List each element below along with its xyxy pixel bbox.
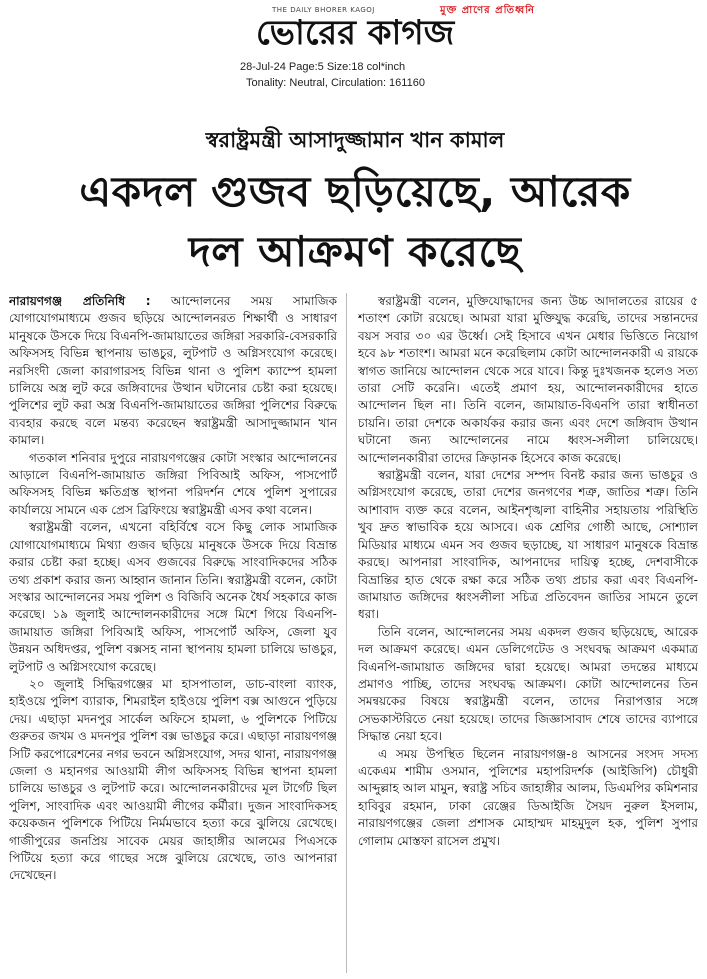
- headline-line-2: দল আক্রমণ করেছে: [188, 227, 522, 276]
- article-paragraph: স্বরাষ্ট্রমন্ত্রী বলেন, এখনো বহির্বিশ্বে বসে কিছু লোক সামাজিক যোগাযোগমাধ্যমে মিথ্যা গুজব ছড়িয়ে মানুষকে উসকে দিয়ে বিভ্রান্ত করার চেষ্টা করা হচ্ছে। এসব গুজবের বিরুদ্ধে সাংবাদিকদের সঠিক তথ্য প্রকাশ করার জন্য আহ্বান জানান তিনি। স্বরাষ্ট্রমন্ত্রী বলেন, কোটা সংস্কার আন্দোলনের সময় পুলিশ ও বিজিবি অনেক ধৈর্য সহকারে কাজ করেছে। ১৯ জুলাই আন্দোলনকারীদের সঙ্গে মিশে গিয়ে বিএনপি-জামায়াত জঙ্গিরা পিবিআই অফিস, পাসপোর্ট অফিস, জেলা যুব উন্নয়ন অধিদপ্তর, পুলিশ বক্সসহ নানা স্থাপনায় হামলা চালিয়ে ভাঙচুর, লুটপাট ও অগ্নিসংযোগ করেছে।: [9, 520, 337, 674]
- article-paragraph: স্বরাষ্ট্রমন্ত্রী বলেন, যারা দেশের সম্পদ বিনষ্ট করার জন্য ভাঙচুর ও অগ্নিসংযোগ করেছে, তারা দেশের জনগণের শত্রু, জাতির শত্রু। তিনি আশাবাদ ব্যক্ত করে বলেন, আইনশৃঙ্খলা বাহিনীর সহায়তায় পরিস্থিতি খুব দ্রুত স্বাভাবিক হয়ে আসবে। এক শ্রেণির গোষ্ঠী আছে, সোশ্যাল মিডিয়ার মাধ্যমে এমন সব গুজব ছড়াচ্ছে, যা সাধারণ মানুষকে বিভ্রান্ত করছে। আপনারা সাংবাদিক, আপনাদের দায়িত্ব হচ্ছে, দেশবাসীকে বিভ্রান্তির হাত থেকে রক্ষা করে সঠিক তথ্য প্রচার করা এবং বিএনপি-জামায়াত জঙ্গিদের ধ্বংসলীলা সচিত্র প্রতিবেদন জাতির সামনে তুলে ধরা।: [358, 468, 698, 622]
- column-divider: [346, 293, 347, 973]
- paragraph-text: আন্দোলনের সময় সামাজিক যোগাযোগমাধ্যমে গুজব ছড়িয়ে আন্দোলনরত শিক্ষার্থী ও সাধারণ মানুষকে উসকে দিয়ে বিএনপি-জামায়াতের জঙ্গিরা সরকারি-বেসরকারি অফিসসহ বিভিন্ন স্থাপনায় ভাঙচুর, লুটপাট ও অগ্নিসংযোগ করেছে। নরসিংদী জেলা কারাগারসহ বিভিন্ন থানা ও পুলিশ ক্যাম্পে হামলা চালিয়ে অস্ত্র লুট করে জঙ্গিবাদের উত্থান ঘটানোর চেষ্টা করা হয়েছে। পুলিশের লুট করা অস্ত্র বিএনপি-জামায়াতের জঙ্গিরা পুলিশের বিরুদ্ধে ব্যবহার করছে বলে মন্তব্য করেছেন স্বরাষ্ট্রমন্ত্রী আসাদুজ্জামান খান কামাল।: [9, 294, 337, 448]
- byline: নারায়ণগঞ্জ প্রতিনিধি :: [9, 294, 151, 308]
- clipping-meta-tonality: Tonality: Neutral, Circulation: 161160: [246, 77, 425, 89]
- article-column-right: [358, 293, 698, 973]
- article-paragraph: [9, 293, 337, 450]
- masthead-english-name: THE DAILY BHORER KAGOJ: [272, 6, 375, 14]
- newspaper-logo: ভোরের কাগজ: [255, 13, 455, 53]
- news-article: [0, 116, 707, 979]
- article-kicker: স্বরাষ্ট্রমন্ত্রী আসাদুজ্জামান খান কামাল: [205, 128, 505, 152]
- clipping-meta-date: 28-Jul-24 Page:5 Size:18 col*inch: [240, 61, 406, 73]
- masthead-tagline: মুক্ত প্রাণের প্রতিধ্বনি: [440, 5, 536, 16]
- article-headline: [10, 162, 700, 282]
- headline-line-1: একদল গুজব ছড়িয়েছে, আরেক: [79, 167, 631, 216]
- article-paragraph: ২০ জুলাই সিদ্ধিরগঞ্জের মা হাসপাতাল, ডাচ-বাংলা ব্যাংক, হাইওয়ে পুলিশ ব্যারাক, শিমরাইল হাইওয়ে পুলিশ বক্স আগুনে পুড়িয়ে দেয়। এছাড়া মদনপুর সার্কেল অফিসে হামলা, ৬ পুলিশকে পিটিয়ে গুরুতর জখম ও মদনপুর পুলিশ বক্স ভাঙচুর করে। এছাড়া নারায়ণগঞ্জ সিটি করপোরেশনের নগর ভবনে অগ্নিসংযোগ, সদর থানা, নারায়ণগঞ্জ জেলা ও মহানগর আওয়ামী লীগ অফিসসহ বিভিন্ন স্থাপনা হামলা চালিয়ে ভাঙচুর ও লুটপাট করে। আন্দোলনকারীদের মূল টার্গেট ছিল পুলিশ, সাংবাদিক এবং আওয়ামী লীগের কর্মীরা। দুজন সাংবাদিকসহ কয়েকজন পুলিশকে পিটিয়ে নির্মমভাবে হত্যা করে ঝুলিয়ে রেখেছে। গাজীপুরের জনপ্রিয় সাবেক মেয়র জাহাঙ্গীর আলমের পিএসকে পিটিয়ে হত্যা করে গাছের সঙ্গে ঝুলিয়ে রেখেছে, তাও আপনারা দেখেছেন।: [9, 676, 337, 883]
- masthead: [0, 0, 707, 100]
- article-paragraph: গতকাল শনিবার দুপুরে নারায়ণগঞ্জের কোটা সংস্কার আন্দোলনের আড়ালে বিএনপি-জামায়াত জঙ্গিরা পিবিআই অফিস, পাসপোর্ট অফিসসহ বিভিন্ন ক্ষতিগ্রস্ত স্থাপনা পরিদর্শন শেষে পুলিশ সুপারের কার্যালয়ে সামনে এক প্রেস ব্রিফিংয়ে স্বরাষ্ট্রমন্ত্রী এসব কথা বলেন।: [9, 450, 337, 517]
- article-column-left: [9, 293, 337, 973]
- article-paragraph: তিনি বলেন, আন্দোলনের সময় একদল গুজব ছড়িয়েছে, আরেক দল আক্রমণ করেছে। এমন ডেলিগেটেড ও সংঘবদ্ধ আক্রমণ একমাত্র বিএনপি-জামায়াত জঙ্গিদের দ্বারা হয়েছে। আমরা তদন্তের মাধ্যমে প্রমাণও পাচ্ছি, তাদের সংঘবদ্ধ আক্রমণ। কোটা আন্দোলনের তিন সমন্বয়কের বিষয়ে স্বরাষ্ট্রমন্ত্রী বলেন, তাদের নিরাপত্তার সঙ্গে সেভকাস্টরিতে নেয়া হয়েছে। তাদের জিজ্ঞাসাবাদ শেষে তাদের ব্যাপারে সিদ্ধান্ত নেয়া হবে।: [358, 624, 698, 744]
- article-paragraph: স্বরাষ্ট্রমন্ত্রী বলেন, মুক্তিযোদ্ধাদের জন্য উচ্চ আদালতের রায়ের ৫ শতাংশ কোটা রয়েছে। আমরা যারা মুক্তিযুদ্ধ করেছি, তাদের সন্তানদের বয়স সবার ৩০ এর উর্ধ্বে। সেই হিসাবে এখন মেধার ভিত্তিতে নিয়োগ হবে ৯৮ শতাংশ। আমরা মনে করেছিলাম কোটা আন্দোলনকারী এ রায়কে স্বাগত জানিয়ে আন্দোলন থেকে সরে যাবে। কিন্তু দুঃখজনক হলেও সত্য তারা সেটি করেনি। এতেই প্রমাণ হয়, আন্দোলনকারীদের হাতে আন্দোলন ছিল না। তিনি বলেন, জামায়াত-বিএনপি তারা স্বাধীনতা চায়নি। তারা দেশকে অকার্যকর করার জন্য এবং দেশে জঙ্গিবাদ উত্থান ঘটানো জন্য আন্দোলনের নামে ধ্বংস-সলীলা চালিয়েছে। আন্দোলনকারীরা তাদের ক্রিড়ানক হিসেবে কাজ করেছে।: [358, 294, 698, 465]
- article-paragraph: এ সময় উপস্থিত ছিলেন নারায়ণগঞ্জ-৪ আসনের সংসদ সদস্য একেএম শামীম ওসমান, পুলিশের মহাপরিদর্শক (আইজিপি) চৌধুরী আব্দুল্লাহ আল মামুন, স্বরাষ্ট্র সচিব জাহাঙ্গীর আলম, ডিএমপির কমিশনার হাবিবুর রহমান, ঢাকা রেঞ্জের ডিআইজি সৈয়দ নুরুল ইসলাম, নারায়ণগঞ্জের জেলা প্রশাসক মোহাম্মদ মাহমুদুল হক, পুলিশ সুপার গোলাম মোস্তফা রাসেল প্রমুখ।: [358, 746, 698, 848]
